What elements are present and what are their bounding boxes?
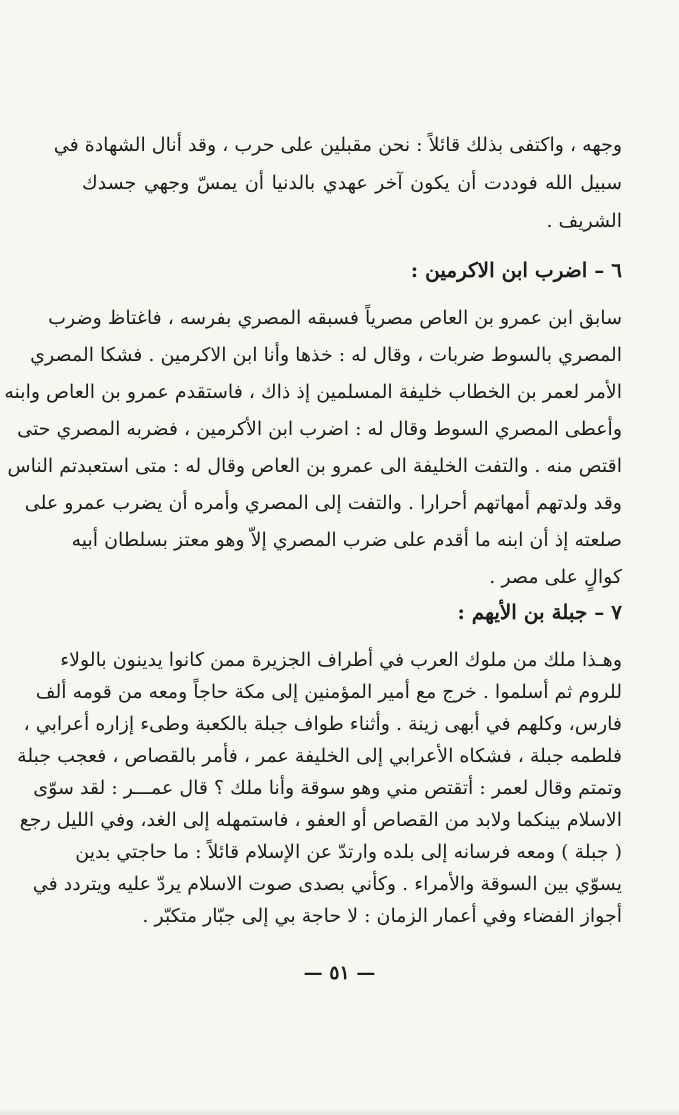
paragraph-line: صلعته إذ أن ابنه ما أقدم على ضرب المصري إلاّ وهو معتز بسلطان أبيه [71, 529, 622, 551]
section-heading: ٧ – جبلة بن الأيهم : [457, 600, 622, 624]
scan-shadow [0, 1109, 679, 1115]
paragraph-line: للروم ثم أسلموا . خرج مع أمير المؤمنين إلى مكة حاجاً ومعه من قومه ألف [35, 681, 622, 703]
paragraph-line: المصري بالسوط ضربات ، وقال له : خذها وأنا ابن الاكرمين . فشكا المصري [30, 344, 622, 366]
paragraph-line: وقد ولدتهم أمهاتهم أحرارا . والتفت إلى المصري وأمره أن يضرب عمرو على [24, 492, 622, 514]
paragraph-line: وهـذا ملك من ملوك العرب في أطراف الجزيرة ممن كانوا يدينون بالولاء [60, 649, 622, 671]
paragraph-line: اقتص منه . والتفت الخليفة الى عمرو بن العاص وقال له : متى استعبدتم الناس [7, 455, 622, 477]
paragraph-line: الاسلام بينكما ولابد من القصاص أو العفو ، فاستمهله إلى الغد، وفي الليل رجع [19, 809, 622, 831]
paragraph-line: ( جبلة ) ومعه فرسانه إلى بلده وارتدّ عن الإسلام قائلاً : ما حاجتي بدين [75, 841, 622, 863]
paragraph-line: كوالٍ على مصر . [489, 566, 622, 588]
paragraph-line: وتمتم وقال لعمر : أتقتص مني وهو سوقة وأنا ملك ؟ قال عمـــر : لقد سوّى [33, 777, 622, 799]
paragraph-line: فلطمه جبلة ، فشكاه الأعرابي إلى الخليفة عمر ، فأمر بالقصاص ، فعجب جبلة [17, 745, 622, 767]
paragraph-line: وجهه ، واكتفى بذلك قائلاً : نحن مقبلين على حرب ، وقد أنال الشهادة في [53, 134, 622, 156]
paragraph-line: وأعطى المصري السوط وقال له : اضرب ابن الأكرمين ، فضربه المصري حتى [17, 418, 622, 440]
paragraph-line: الشريف . [546, 210, 622, 232]
section-heading: ٦ – اضرب ابن الاكرمين : [410, 258, 622, 282]
page-number: — ٥١ — [303, 962, 376, 984]
paragraph-line: يسوّي بين السوقة والأمراء . وكأني بصدى صوت الاسلام يردّ عليه ويتردد في [32, 873, 622, 895]
paragraph-line: الأمر لعمر بن الخطاب خليفة المسلمين إذ ذاك ، فاستقدم عمرو بن العاص وابنه [4, 381, 622, 403]
paragraph-line: سبيل الله فوددت أن يكون آخر عهدي بالدنيا أن يمسّ وجهي جسدك [82, 172, 622, 194]
paragraph-line: سابق ابن عمرو بن العاص مصرياً فسبقه المصري بفرسه ، فاغتاظ وضرب [48, 307, 622, 329]
paragraph-line: فارس، وكلهم في أبهى زينة . وأثناء طواف جبلة بالكعبة وطىء إزاره أعرابي ، [23, 713, 622, 735]
paragraph-line: أجواز الفضاء وفي أعمار الزمان : لا حاجة بي إلى جبّار متكبّر . [142, 905, 622, 927]
